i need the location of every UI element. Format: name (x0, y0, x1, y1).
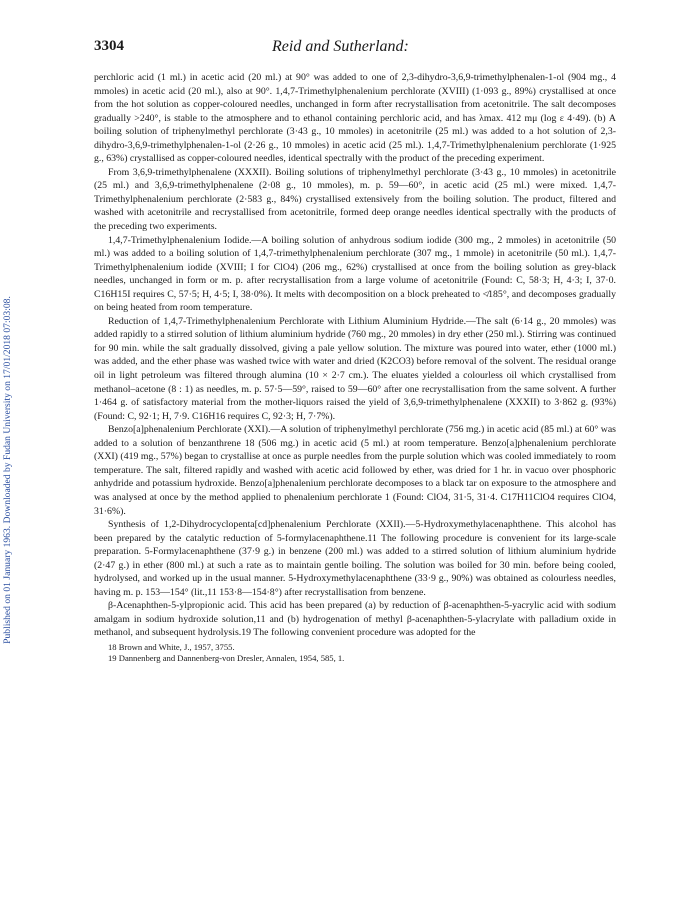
paragraph: β-Acenaphthen-5-ylpropionic acid. This acid has been prepared (a) by reduction of β-acenaphthen-5-yacrylic acid with sodium amalgam in sodium hydroxide solution,11 and (b) hydrogenation of methyl β-acenaphthen-5-ylacrylate with palladium oxide in methanol, and subsequent hydrolysis.19 The following convenient procedure was adopted for the (94, 600, 616, 639)
paragraph: From 3,6,9-trimethylphenalene (XXXII). Boiling solutions of triphenylmethyl perchlorate (3·43 g., 10 mmoles) in acetonitrile (25 ml.) and 3,6,9-trimethylphenalene (2·08 g., 10 mmoles), m. p. 59—60°, in acetic acid (25 ml.) were mixed. 1,4,7-Trimethylphenalenium perchlorate (2·583 g., 84%) crystallised extensively from the boiling solution. The product, filtered and washed with acetonitrile and recrystallised from acetonitrile, formed deep orange needles identical spectrally with the products of the preceding two experiments. (94, 166, 616, 233)
download-watermark (2, 290, 20, 650)
footnote: 19 Dannenberg and Dannenberg-von Dresler, Annalen, 1954, 585, 1. (108, 652, 345, 663)
footnotes (94, 642, 616, 664)
paragraph: Reduction of 1,4,7-Trimethylphenalenium Perchlorate with Lithium Aluminium Hydride.—The salt (6·14 g., 20 mmoles) was added rapidly to a stirred solution of lithium aluminium hydride (760 mg., 20 mmoles) in dry ether (250 ml.). Stirring was continued for 90 min. while the salt gradually dissolved, giving a pale yellow solution. The mixture was poured into water, ether (1000 ml.) was added, and the ether phase was washed twice with water and dried (K2CO3) before removal of the solvent. The residual orange oil in light petroleum was filtered through alumina (10 × 2·7 cm.). The eluates yielded a colourless oil which crystallised from methanol–acetone (8 : 1) as needles, m. p. 57·5—59°, raised to 59—60° after one recrystallisation from the same solvent. A further 1·464 g. of satisfactory material from the mother-liquors raised the yield of 3,6,9-trimethylphenalene (XXXII) to 3·862 g. (93%) (Found: C, 92·1; H, 7·9. C16H16 requires C, 92·3; H, 7·7%). (94, 315, 616, 422)
page-header (94, 38, 614, 62)
paragraph: perchloric acid (1 ml.) in acetic acid (20 ml.) at 90° was added to one of 2,3-dihydro-3,6,9-trimethylphenalen-1-ol (904 mg., 4 mmoles) in acetic acid (20 ml.), also at 90°. 1,4,7-Trimethylphenalenium perchlorate (XVIII) (1·093 g., 89%) crystallised at once from the hot solution as copper-coloured needles, unchanged in form after recrystallisation from acetonitrile. The salt decomposes gradually >240°, is stable to the atmosphere and to ethanol containing perchloric acid, and has λmax. 412 mμ (log ε 4·49). (b) A boiling solution of triphenylmethyl perchlorate (3·43 g., 10 mmoles) in acetonitrile (25 ml.) was added to a hot solution of 2,3-dihydro-3,6,9-trimethylphenalen-1-ol (2·26 g., 10 mmoles) in acetic acid (25 ml.). 1,4,7-Trimethylphenalenium perchlorate (1·925 g., 63%) crystallised as copper-coloured needles, identical spectrally with the product of the preceding experiment. (94, 72, 616, 165)
footnote: 18 Brown and White, J., 1957, 3755. (108, 641, 235, 652)
paragraph: Benzo[a]phenalenium Perchlorate (XXI).—A solution of triphenylmethyl perchlorate (756 mg.) in acetic acid (85 ml.) at 60° was added to a solution of benzanthrene 18 (506 mg.) in acetic acid (5 ml.) at room temperature. Benzo[a]phenalenium perchlorate (XXI) (419 mg., 57%) began to crystallise at once as purple needles from the purple solution which was cooled immediately to room temperature. The salt, filtered rapidly and washed with acetic acid followed by ether, was dried for 1 hr. in vacuo over phosphoric anhydride and potassium hydroxide. Benzo[a]phenalenium perchlorate decomposes to a black tar on exposure to the atmosphere and was analysed at once by the method applied to phenalenium perchlorate 1 (Found: ClO4, 31·5, 31·4. C17H11ClO4 requires ClO4, 31·6%). (94, 424, 616, 517)
paragraph: 1,4,7-Trimethylphenalenium Iodide.—A boiling solution of anhydrous sodium iodide (300 mg., 2 mmoles) in acetonitrile (50 ml.) was added to a boiling solution of 1,4,7-trimethylphenalenium perchlorate (307 mg., 1 mmole) in acetonitrile (50 ml.). 1,4,7-Trimethylphenalenium iodide (XVIII; I for ClO4) (206 mg., 62%) crystallised at once from the boiling solution as grey-black needles, unchanged in form or m. p. after recrystallisation from a large volume of acetonitrile (Found: C, 58·3; H, 4·3; I, 37·0. C16H15I requires C, 57·5; H, 4·5; I, 38·0%). It melts with decomposition on a block preheated to ≮185°, and decomposes gradually on being heated from room temperature. (94, 234, 616, 314)
page-number: 3304 (94, 38, 124, 54)
article-body (94, 71, 616, 664)
running-head: Reid and Sutherland: (272, 38, 409, 55)
paragraph: Synthesis of 1,2-Dihydrocyclopenta[cd]phenalenium Perchlorate (XXII).—5-Hydroxymethylacenaphthene. This alcohol has been prepared by the catalytic reduction of 5-formylacenaphthene.11 The following procedure is convenient for its large-scale preparation. 5-Formylacenaphthene (37·9 g.) in benzene (200 ml.) was added to a stirred solution of lithium aluminium hydride (2·47 g.) in ether (800 ml.) at such a rate as to maintain gentle boiling. The solution was boiled for 30 min. before being cooled, hydrolysed, and worked up in the usual manner. 5-Hydroxymethylacenaphthene (33·9 g., 90%) was obtained as colourless needles, having m. p. 153—154° (lit.,11 153·8—154·8°) after recrystallisation from benzene. (94, 519, 616, 598)
download-notice: Published on 01 January 1963. Downloaded by Fudan University on 17/01/2018 07:03:08. (2, 296, 13, 644)
